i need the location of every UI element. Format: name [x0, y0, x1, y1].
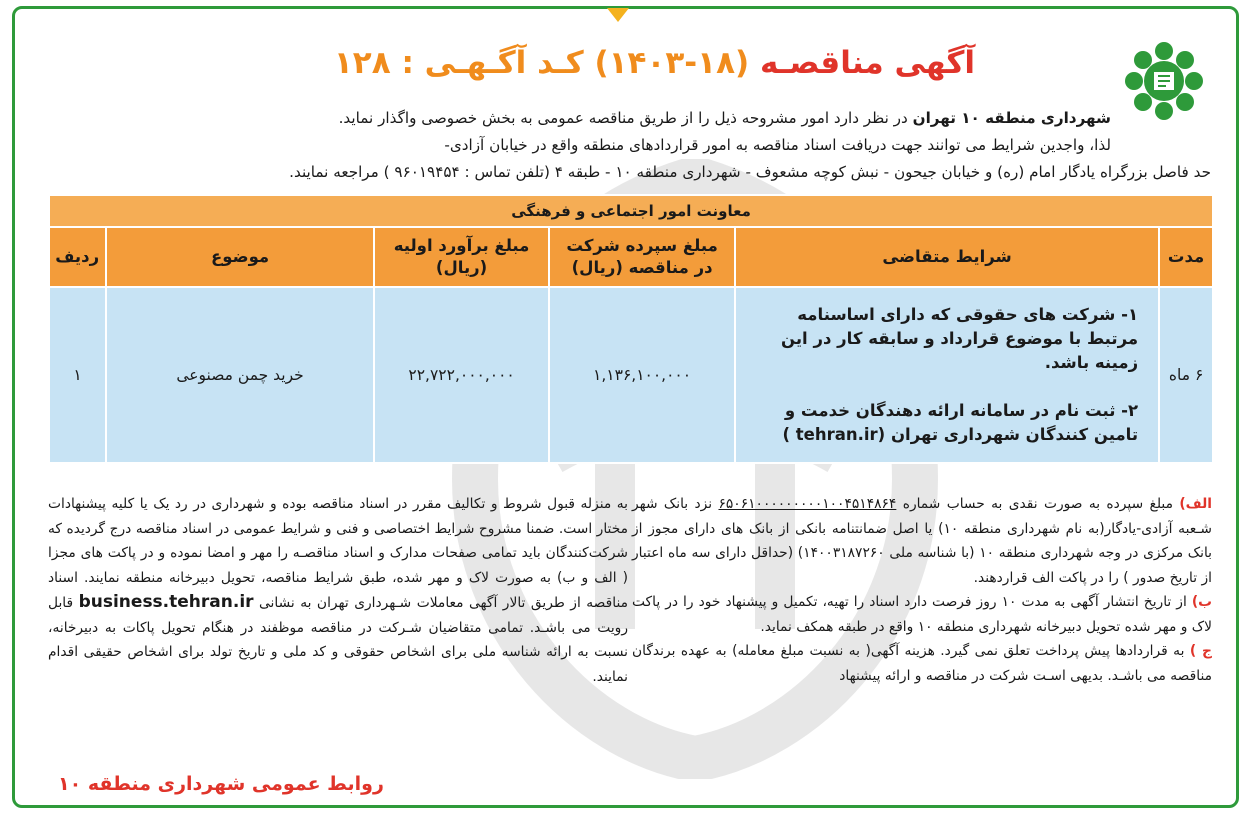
header-conditions: شرایط متقاضی: [735, 227, 1159, 287]
clause-continued: [48, 492, 628, 689]
cell-row: ۱: [49, 287, 106, 463]
clause-a-label: الف): [1179, 496, 1212, 512]
condition-1: ۱- شرکت های حقوقی که دارای اساسنامه مرتبط با موضوع قرارداد و سابقه کار در این زمینه باشد.: [781, 305, 1139, 372]
condition-2-end: ): [782, 425, 796, 444]
tender-table: [48, 194, 1214, 464]
cell-conditions: [735, 287, 1159, 463]
clause-b-text: از تاریخ انتشار آگهی به مدت ۱۰ روز فرصت دارد اسناد را تهیه، تکمیل و پیشنهاد خود را در پاکت لاک و مهر شده تحویل دبیرخانه شهرداری منطقه ۱۰ واقع در طبقه همکف نماید.: [632, 594, 1212, 635]
notice-title: [335, 45, 975, 81]
title-ad-code: کـد آگـهـی : ۱۲۸: [333, 45, 584, 81]
business-site-link[interactable]: business.tehran.ir: [78, 592, 254, 612]
condition-2-text: ۲- ثبت نام در سامانه ارائه دهندگان خدمت و تامین کنندگان شهرداری تهران (: [784, 401, 1139, 444]
clause-a-text-2: نزد بانک شهر شـعبه آزادی-یادگار(به نام شهرداری منطقه ۱۰) یا اصل ضمانتنامه بانکی از بانک های دارای مجوز از بانک مرکزی در وجه شهرداری منطقه ۱۰ (با شناسه ملی ۱۴۰۰۳۱۸۷۲۶۰) (حداقل دارای سه ماه اعتبار از تاریخ صدور ) را در پاکت الف قراردهند.: [632, 496, 1213, 586]
intro-line-2: لذا، واجدین شرایط می توانند جهت دریافت اسناد مناقصه به امور قراردادهای منطقه واقع در خیابان آزادی-: [444, 136, 1111, 154]
cell-subject: خرید چمن مصنوعی: [106, 287, 374, 463]
cell-duration: ۶ ماه: [1159, 287, 1213, 463]
intro-line-1: [101, 105, 1111, 132]
condition-2-site: tehran.ir: [795, 425, 878, 444]
title-main: آگهی مناقصـه: [759, 45, 975, 81]
intro-text: [101, 105, 1211, 186]
table-row: [49, 287, 1213, 463]
header-duration: مدت: [1159, 227, 1213, 287]
public-relations-signature: روابط عمومی شهرداری منطقه ۱۰: [58, 773, 384, 795]
title-code: (۱۸-۱۴۰۳): [594, 45, 750, 81]
intro-line-3: حد فاصل بزرگراه یادگار امام (ره) و خیابان جیحون - نبش کوچه مشعوف - شهرداری منطقه ۱۰ - طبقه ۴ (تلفن تماس : ۹۶۰۱۹۴۵۴ ) مراجعه نمایند.: [289, 163, 1211, 181]
clause-a-account: ۶۵۰۶۱۰۰۰۰۰۰۰۰۰۱۰۰۴۵۱۴۸۶۴: [718, 496, 897, 512]
clause-c: [632, 639, 1212, 688]
table-header-row: [49, 227, 1213, 287]
intro-municipality: شهرداری منطقه ۱۰ تهران: [912, 109, 1111, 127]
header-deposit: مبلغ سپرده شرکت در مناقصه (ریال): [549, 227, 735, 287]
clause-b-label: ب): [1191, 594, 1213, 610]
clause-a: [632, 492, 1212, 590]
header-row: ردیف: [49, 227, 106, 287]
header-estimate: مبلغ برآورد اولیه (ریال): [374, 227, 549, 287]
condition-2: [756, 399, 1138, 447]
header-subject: موضوع: [106, 227, 374, 287]
clause-continued-text-1: به منزله قبول شروط و تکالیف مقرر در اسناد مناقصه بوده و شهرداری در رد یک یا کلیه پیشنهادات مختار است. ضمنا مشروح شرایط اختصاصی و فنی و شرایط عمومی در اسناد مناقصه درج گردیده که شرکت‌کنندگان باید تمامی صفحات مدارک و اسناد مناقصـه را مهر و امضا نموده و در پاکت های مجزا ( الف و ب) به صورت لاک و مهر شده، طبق شرایط مناقصه، تحویل دبیرخانه منطقه نمایند. اسناد مناقصه از طریق تالار آگهی معاملات شـهرداری تهران به نشانی: [48, 496, 629, 611]
clause-c-label: ج ): [1189, 643, 1212, 659]
top-notch-icon: [607, 8, 629, 22]
cell-estimate: ۲۲,۷۲۲,۰۰۰,۰۰۰: [374, 287, 549, 463]
clause-a-text-1: مبلغ سپرده به صورت نقدی به حساب شماره: [896, 496, 1180, 512]
clause-c-text: به قراردادها پیش پرداخت تعلق نمی گیرد. هزینه آگهی( به نسبت مبلغ معامله) به عهده برندگان مناقصه می باشـد. بدیهی اسـت شرکت در مناقصه و ارائه پیشنهاد: [632, 643, 1212, 684]
clauses-right-column: [632, 492, 1212, 688]
intro-line-1-text: در نظر دارد امور مشروحه ذیل را از طریق مناقصه عمومی به بخش خصوصی واگذار نماید.: [338, 109, 913, 127]
clauses: [48, 480, 1212, 800]
clauses-left-column: [48, 492, 629, 795]
department-title: معاونت امور اجتماعی و فرهنگی: [49, 195, 1213, 227]
clause-b: [632, 590, 1212, 639]
cell-deposit: ۱,۱۳۶,۱۰۰,۰۰۰: [549, 287, 735, 463]
tehran-municipality-logo-icon: [1122, 39, 1206, 123]
department-row: [49, 195, 1213, 227]
clause-continued-text-2: قابل رویت می باشـد. تمامی متقاضیان شـرکت در مناقصه موظفند در هنگام تحویل پاکات به دبیرخانه، نسبت به ارائه شناسه ملی برای اشخاص حقوقی و کد ملی و تاریخ تولد برای اشخاص حقیقی اقدام نمایند.: [48, 595, 628, 685]
